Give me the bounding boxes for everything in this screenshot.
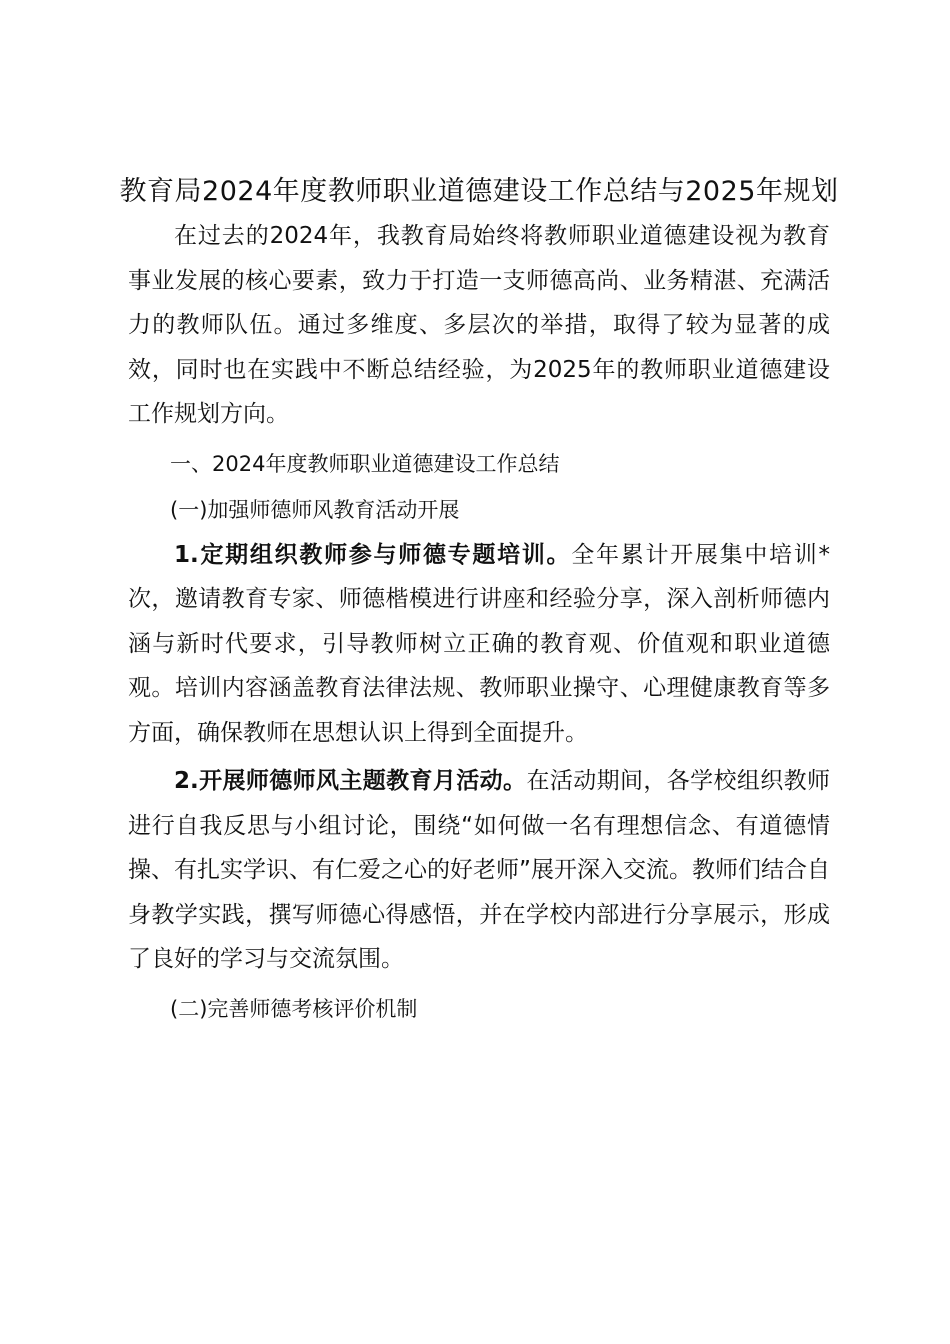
item-2-body: 在活动期间，各学校组织教师进行自我反思与小组讨论，围绕“如何做一名有理想信念、有道德情操、有扎实学识、有仁爱之心的好老师”展开深入交流。教师们结合自身教学实践，撰写师德心得感悟，并在学校内部进行分享展示，形成了良好的学习与交流氛围。 [128,768,830,972]
item-1-body: 全年累计开展集中培训*次，邀请教育专家、师德楷模进行讲座和经验分享，深入剖析师德内涵与新时代要求，引导教师树立正确的教育观、价值观和职业道德观。培训内容涵盖教育法律法规、教师职业操守、心理健康教育等多方面，确保教师在思想认识上得到全面提升。 [128,541,830,746]
intro-paragraph: 在过去的2024年，我教育局始终将教师职业道德建设视为教育事业发展的核心要素，致力于打造一支师德高尚、业务精湛、充满活力的教师队伍。通过多维度、多层次的举措，取得了较为显著的成效，同时也在实践中不断总结经验，为2025年的教师职业道德建设工作规划方向。 [128,223,830,427]
section-heading: 一、2024年度教师职业道德建设工作总结 [170,451,560,476]
subsection-heading-2: (二)完善师德考核评价机制 [170,996,418,1021]
document-title: 教育局2024年度教师职业道德建设工作总结与2025年规划 [119,176,839,207]
document-page [119,170,839,1032]
item-2-lead: 2.开展师德师风主题教育月活动。 [174,768,527,794]
item-1-lead: 1.定期组织教师参与师德专题培训。 [174,541,572,568]
subsection-heading: (一)加强师德师风教育活动开展 [170,497,460,522]
item-1-paragraph [128,533,830,756]
item-2-paragraph [128,759,830,982]
